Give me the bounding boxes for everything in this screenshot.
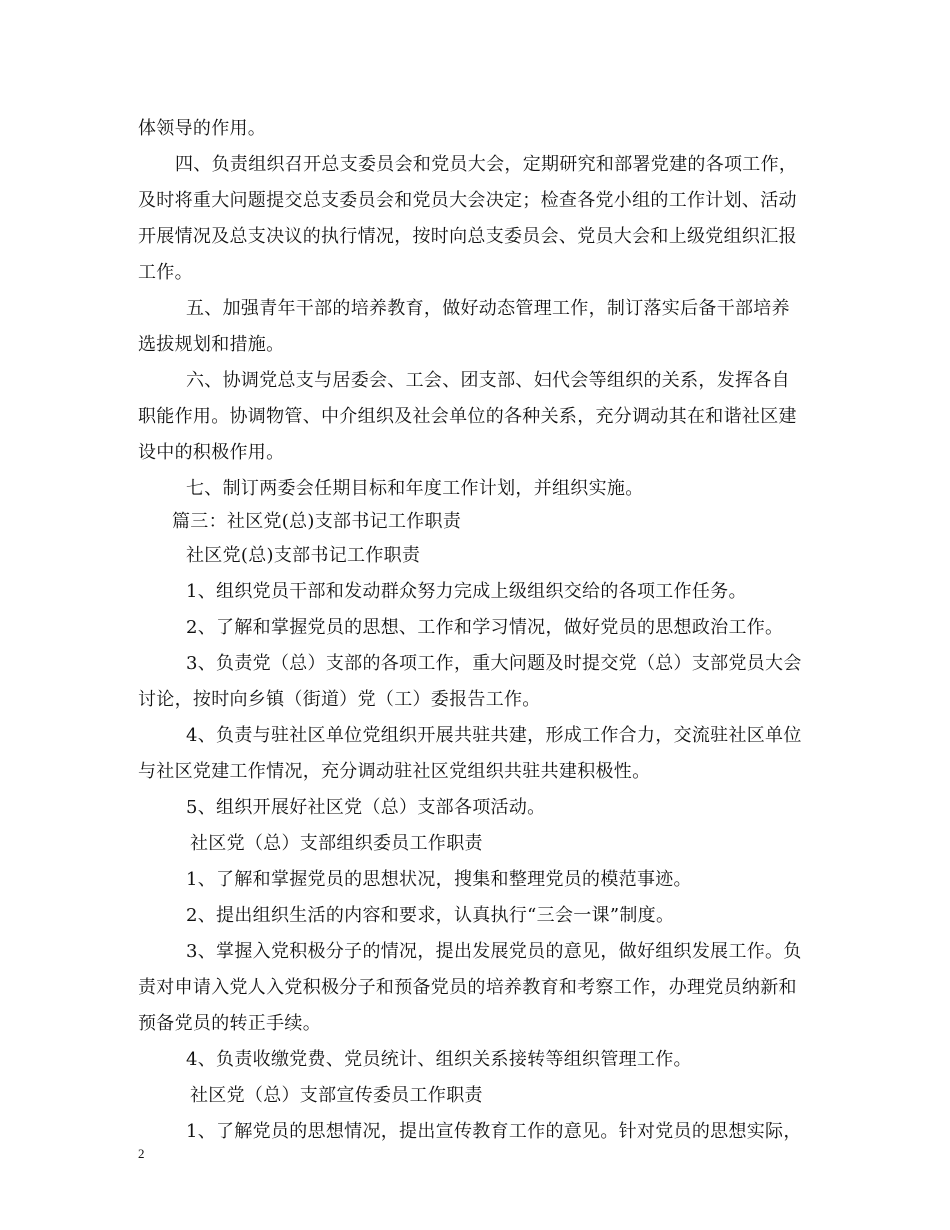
text-line: 责对申请入党人入党积极分子和预备党员的培养教育和考察工作，办理党员纳新和 xyxy=(138,977,797,998)
text-line: 1、了解党员的思想情况，提出宣传教育工作的意见。针对党员的思想实际， xyxy=(186,1121,802,1142)
subsection-heading: 社区党（总）支部宣传委员工作职责 xyxy=(190,1085,483,1106)
text-line: 六、协调党总支与居委会、工会、团支部、妇代会等组织的关系，发挥各自 xyxy=(186,370,790,391)
text-line: 2、提出组织生活的内容和要求，认真执行“三会一课”制度。 xyxy=(186,905,675,926)
text-line: 2、了解和掌握党员的思想、工作和学习情况，做好党员的思想政治工作。 xyxy=(186,617,784,638)
text-line: 1、了解和掌握党员的思想状况，搜集和整理党员的模范事迹。 xyxy=(186,869,692,890)
text-line: 体领导的作用。 xyxy=(138,118,267,139)
text-line: 5、组织开展好社区党（总）支部各项活动。 xyxy=(186,797,546,818)
text-line: 3、掌握入党积极分子的情况，提出发展党员的意见，做好组织发展工作。负 xyxy=(186,941,802,962)
text-line: 设中的积极作用。 xyxy=(138,442,285,463)
text-line: 讨论，按时向乡镇（街道）党（工）委报告工作。 xyxy=(138,689,541,710)
text-line: 四、负责组织召开总支委员会和党员大会，定期研究和部署党建的各项工作， xyxy=(175,154,798,175)
page-number: 2 xyxy=(138,1146,145,1161)
subsection-heading: 社区党（总）支部组织委员工作职责 xyxy=(190,833,483,854)
text-line: 与社区党建工作情况，充分调动驻社区党组织共驻共建积极性。 xyxy=(138,761,651,782)
text-line: 4、负责与驻社区单位党组织开展共驻共建，形成工作合力，交流驻社区单位 xyxy=(186,725,802,746)
text-line: 预备党员的转正手续。 xyxy=(138,1013,321,1034)
text-line: 七、制订两委会任期目标和年度工作计划，并组织实施。 xyxy=(186,478,644,499)
text-line: 选拔规划和措施。 xyxy=(138,334,285,355)
subsection-heading: 社区党(总)支部书记工作职责 xyxy=(186,545,421,566)
text-line: 五、加强青年干部的培养教育，做好动态管理工作，制订落实后备干部培养 xyxy=(186,298,790,319)
section-heading: 篇三：社区党(总)支部书记工作职责 xyxy=(172,511,462,532)
text-line: 职能作用。协调物管、中介组织及社会单位的各种关系，充分调动其在和谐社区建 xyxy=(138,406,797,427)
text-line: 及时将重大问题提交总支委员会和党员大会决定；检查各党小组的工作计划、活动 xyxy=(138,190,797,211)
text-line: 开展情况及总支决议的执行情况，按时向总支委员会、党员大会和上级党组织汇报 xyxy=(138,226,797,247)
text-line: 工作。 xyxy=(138,262,193,283)
text-line: 3、负责党（总）支部的各项工作，重大问题及时提交党（总）支部党员大会 xyxy=(186,653,802,674)
text-line: 4、负责收缴党费、党员统计、组织关系接转等组织管理工作。 xyxy=(186,1049,692,1070)
text-line: 1、组织党员干部和发动群众努力完成上级组织交给的各项工作任务。 xyxy=(186,581,747,602)
